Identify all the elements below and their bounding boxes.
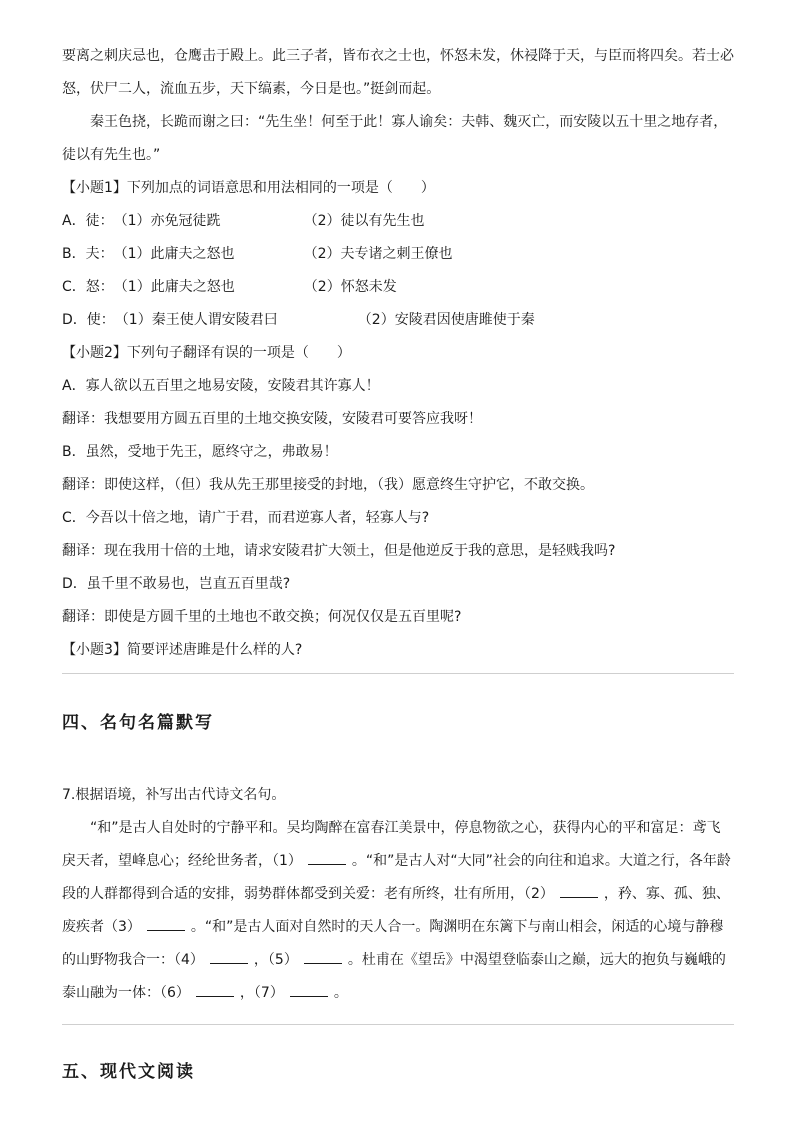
option-part-1: （1）此庸夫之怒也 — [113, 246, 235, 262]
q2-translation-a: 翻译：我想要用方圆五百里的土地交换安陵，安陵君可要答应我呀！ — [62, 411, 482, 427]
exam-page — [62, 40, 734, 1082]
q7-blank-4-number: （4） — [174, 952, 204, 968]
option-part-1: （1）秦王使人谓安陵君曰 — [114, 312, 278, 328]
section-4-title: 四、名句名篇默写 — [62, 713, 214, 733]
q7-separator: ， — [253, 952, 268, 968]
question-7-stem: 7.根据语境，补写出古代诗文名句。 — [62, 787, 286, 803]
question-1-stem: 【小题1】下列加点的词语意思和用法相同的一项是（ ） — [62, 180, 435, 196]
question-1 — [62, 172, 734, 337]
q7-text-3: ，矜、寡、孤、独、废疾者 — [62, 886, 730, 935]
q7-blank-6-number: （6） — [160, 985, 190, 1001]
question-7-passage — [62, 812, 734, 1010]
section-divider — [62, 1024, 734, 1025]
option-part-2: （2）夫专诸之刺王僚也 — [303, 246, 453, 262]
option-label: C．怒： — [62, 279, 114, 295]
q2-option-b[interactable]: B．虽然，受地于先王，愿终守之，弗敢易！ — [62, 444, 338, 460]
q7-blank-2-number: （2） — [524, 886, 554, 902]
q7-text-1: “和”是古人自处时的宁静平和。吴均陶醉在富春江美景中，停息物欲之心，获得内心的平和富足：鸢飞戾天者，望峰息心；经纶世务者， — [62, 820, 721, 869]
option-part-2: （2）安陵君因使唐雎使于秦 — [357, 312, 535, 328]
section-divider — [62, 673, 734, 674]
q7-blank-3-number: （3） — [104, 919, 141, 935]
q7-blank-7-number: （7） — [253, 985, 284, 1001]
q1-option-c[interactable] — [62, 271, 734, 304]
q2-translation-c: 翻译：现在我用十倍的土地，请求安陵君扩大领土，但是他逆反于我的意思，是轻贱我吗? — [62, 543, 616, 559]
passage-line-2: 怒，伏尸二人，流血五步，天下缟素，今日是也。”挺剑而起。 — [62, 81, 441, 97]
q7-blank-1-number: （1） — [272, 853, 302, 869]
q1-option-a[interactable] — [62, 205, 734, 238]
passage-line-3: 秦王色挠，长跪而谢之曰：“先生坐！何至于此！寡人谕矣：夫韩、魏灭亡，而安陵以五十里之地存者， — [90, 114, 728, 130]
q7-blank-6[interactable] — [196, 984, 234, 997]
option-label: A．徒： — [62, 213, 114, 229]
q7-blank-7[interactable] — [290, 984, 328, 997]
passage-line-4: 徒以有先生也。” — [62, 147, 161, 163]
q7-blank-3[interactable] — [147, 918, 185, 931]
option-part-2: （2）怀怒未发 — [303, 279, 397, 295]
q7-blank-2[interactable] — [560, 885, 598, 898]
question-3-stem: 【小题3】简要评述唐雎是什么样的人? — [62, 642, 303, 658]
option-part-1: （1）亦免冠徒跣 — [113, 213, 221, 229]
q7-separator: ， — [239, 985, 254, 1001]
option-part-1: （1）此庸夫之怒也 — [113, 279, 235, 295]
q2-option-c[interactable]: C．今吾以十倍之地，请广于君，而君逆寡人者，轻寡人与? — [62, 510, 430, 526]
q7-blank-4[interactable] — [210, 951, 248, 964]
q7-blank-5[interactable] — [304, 951, 342, 964]
question-2-stem: 【小题2】下列句子翻译有误的一项是（ ） — [62, 345, 351, 361]
option-label: D．使： — [62, 312, 115, 328]
q7-end: 。 — [333, 985, 348, 1001]
option-part-2: （2）徒以有先生也 — [303, 213, 425, 229]
q7-text-5: 。杜甫在《望岳》中渴望登临泰山之巅，远大的抱负与巍峨的泰山融为一体： — [62, 952, 726, 1001]
passage-top — [62, 40, 734, 172]
q1-option-d[interactable] — [62, 304, 734, 337]
question-2 — [62, 337, 734, 634]
passage-line-1: 要离之刺庆忌也，仓鹰击于殿上。此三子者，皆布衣之士也，怀怒未发，休祲降于天，与臣而将四矣。若士必 — [62, 48, 734, 64]
q2-option-d[interactable]: D．虽千里不敢易也，岂直五百里哉? — [62, 576, 291, 592]
q7-blank-5-number: （5） — [267, 952, 298, 968]
option-label: B．夫： — [62, 246, 114, 262]
q7-blank-1[interactable] — [308, 852, 346, 865]
question-7 — [62, 779, 734, 1010]
q1-option-b[interactable] — [62, 238, 734, 271]
q2-option-a[interactable]: A．寡人欲以五百里之地易安陵，安陵君其许寡人！ — [62, 378, 380, 394]
q2-translation-d: 翻译：即使是方圆千里的土地也不敢交换；何况仅仅是五百里呢? — [62, 609, 462, 625]
section-5-title: 五、现代文阅读 — [62, 1062, 195, 1082]
q7-text-2: 。“和”是古人对“大同”社会的向往和追求。大道之行，各年龄段的人群都得到合适的安排，弱势群体都受到关爱：老有所终，壮有所用， — [62, 853, 731, 902]
q7-text-4: 。“和”是古人面对自然时的天人合一。陶渊明在东篱下与南山相会，闲适的心境与静穆的山野物我合一： — [62, 919, 724, 968]
q2-translation-b: 翻译：即使这样，（但）我从先王那里接受的封地，（我）愿意终生守护它，不敢交换。 — [62, 477, 594, 493]
